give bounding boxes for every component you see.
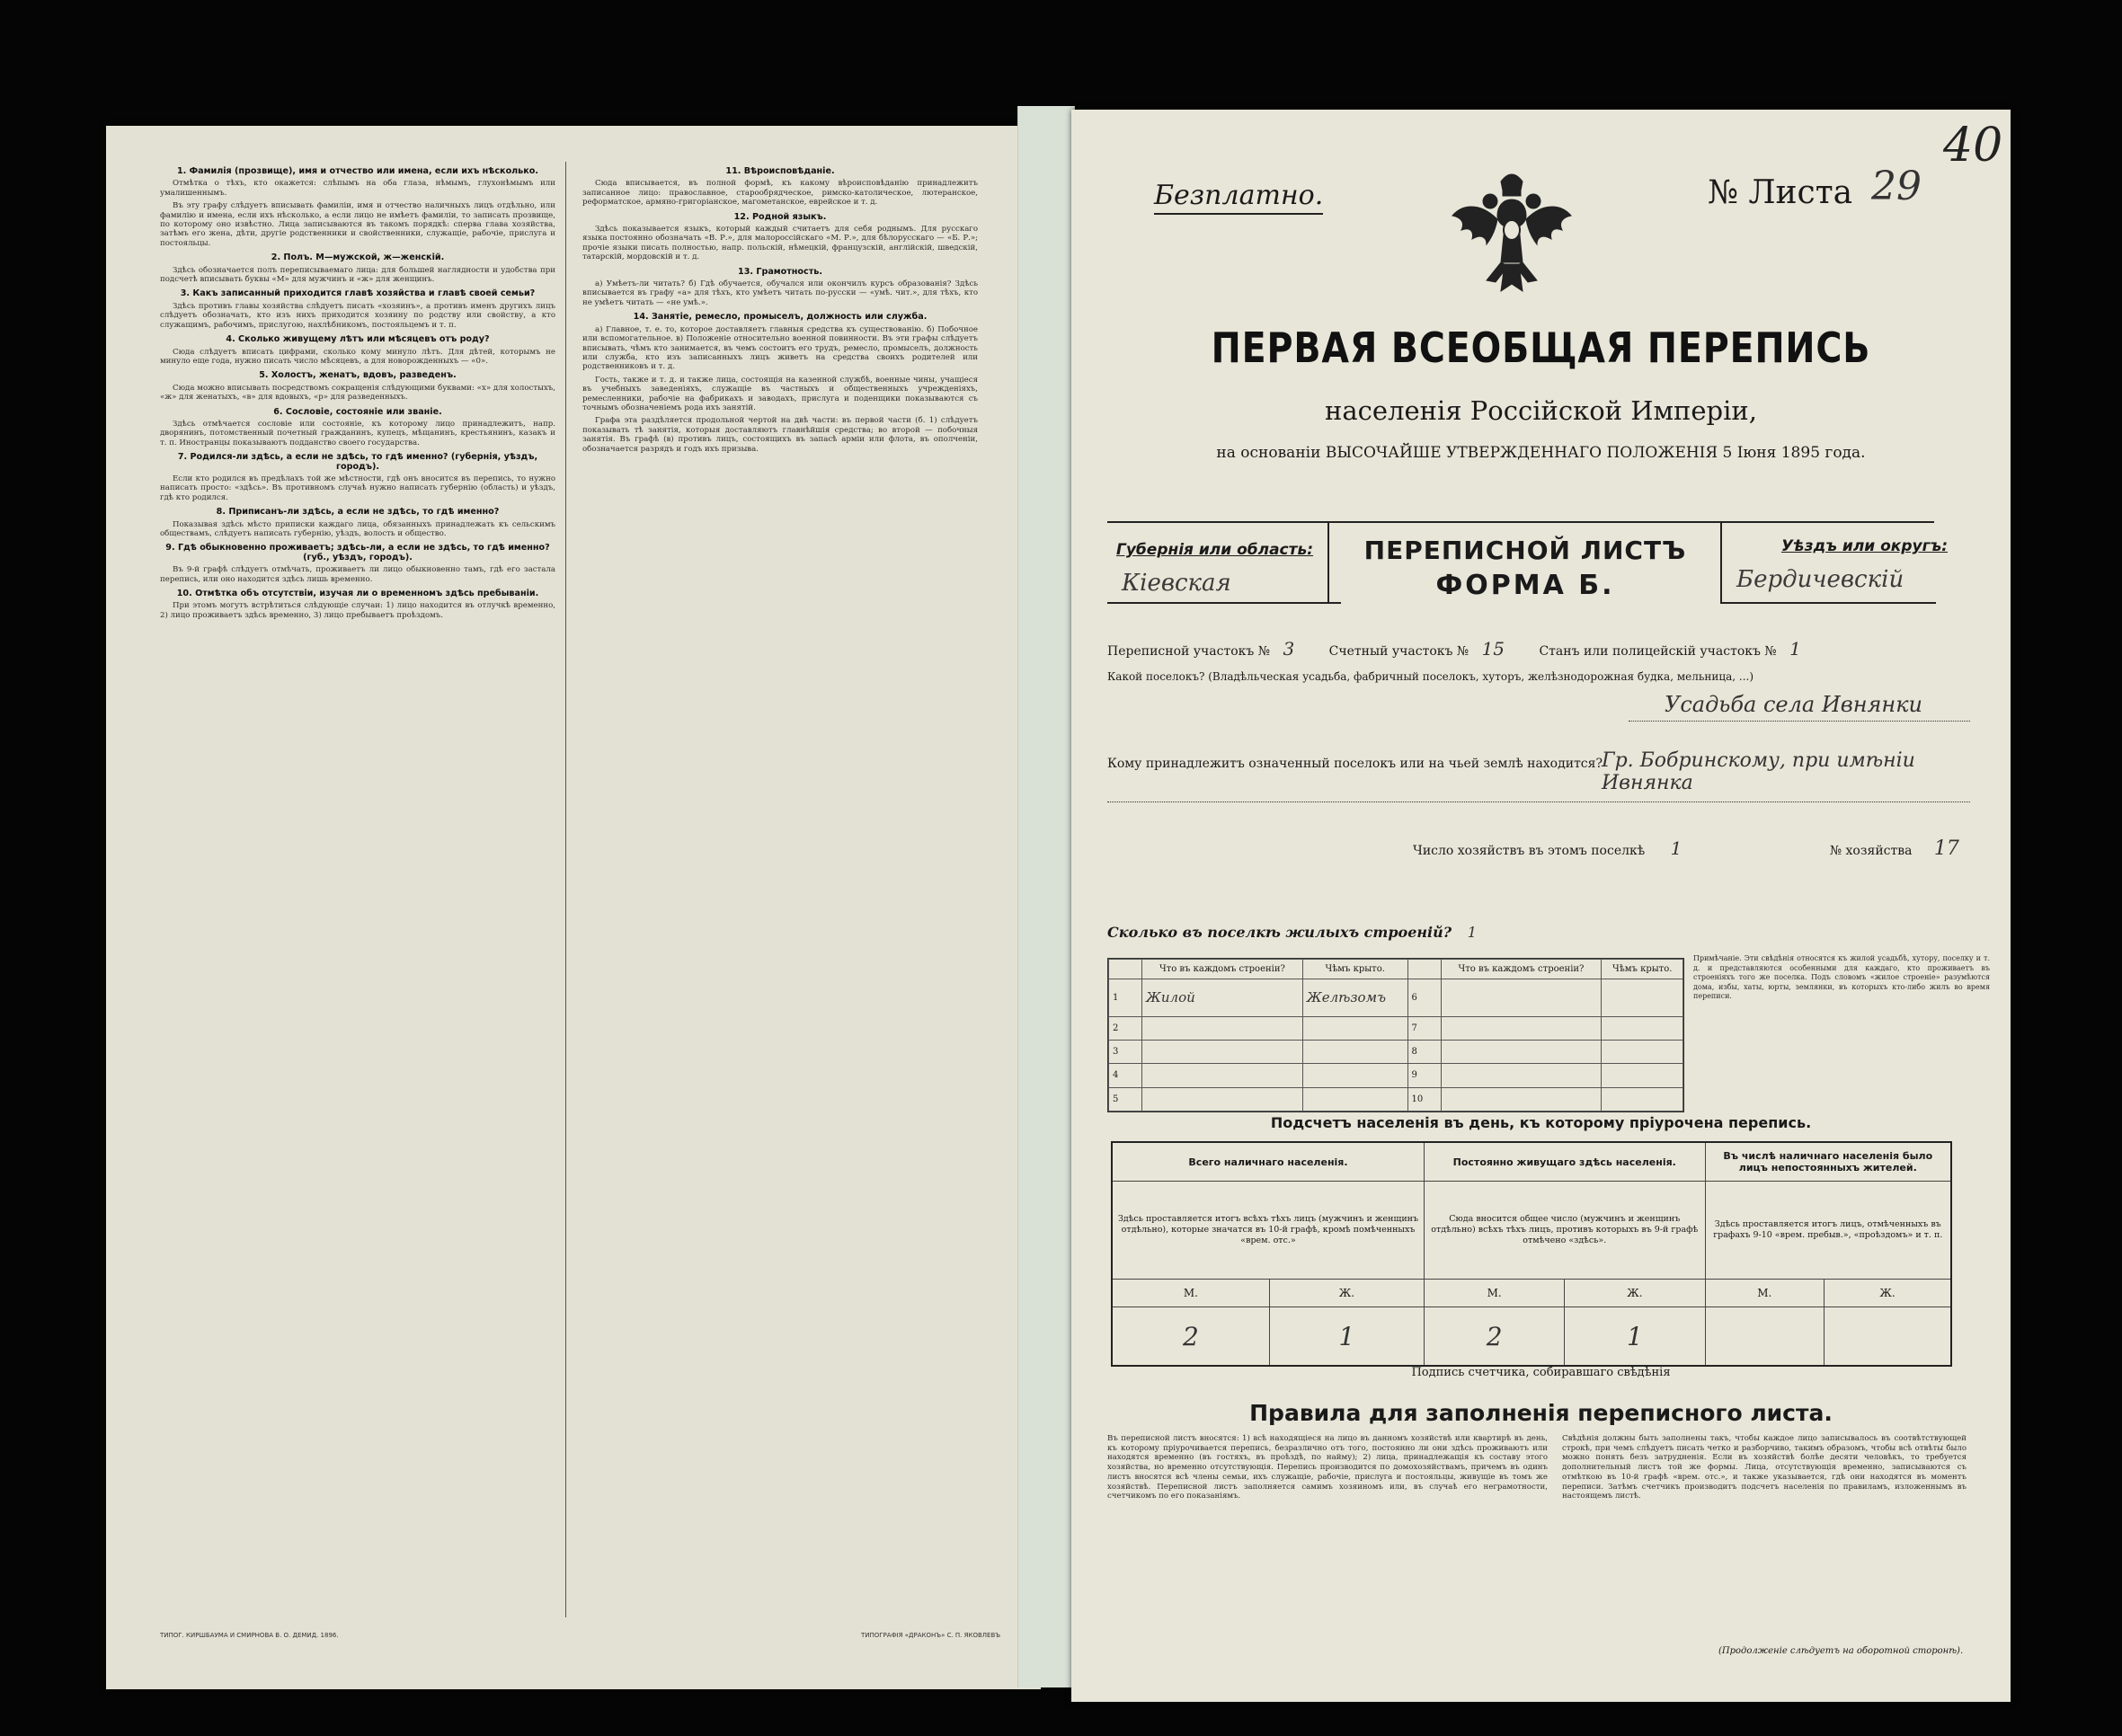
basis-suffix: 5 Іюня 1895 года. [1722,444,1866,462]
column-divider [565,162,566,1617]
instruction-text: Гость, также и т. д. и также лица, состоящія на казенной службѣ, военные чины, учащіеся въ учебныхъ заведеніяхъ, служащіе въ частныхъ и общественныхъ учрежденіяхъ, ремесленники, рабочіе на фабрикахъ и заводахъ, прислуга и поденщики показываются съ точнымъ обозначеніемъ рода ихъ занятій. [582,375,978,412]
count-temporary-female [1825,1307,1951,1367]
instructions-column-a [160,162,555,1617]
count-permanent-female: 1 [1565,1307,1705,1367]
instruction-heading: 10. Отмѣтка объ отсутствіи, изучая ли о временномъ здѣсь пребываніи. [176,589,539,599]
page-number: 40 [1943,119,2003,173]
instruction-heading: 6. Сословіе, состояніе или званіе. [273,406,442,417]
owner-value: Гр. Бобринскому, при имѣніи Ивнянка [1602,749,1915,794]
instruction-heading: 2. Полъ. М—мужской, ж—женскій. [271,252,445,263]
province-underline [1107,602,1341,604]
household-no-label: № хозяйства [1829,844,1913,858]
printer-footer-left: ТИПОГ. КИРШБАУМА И СМИРНОВА В. О. ДЕМИД. 1896. [160,1632,339,1639]
count-district-label: Счетный участокъ № [1328,644,1469,659]
enumerator-signature-line: Подпись счетчика, собиравшаго свѣдѣнія [1411,1366,1671,1379]
table-row: 4 9 [1109,1064,1683,1087]
count-desc-permanent: Сюда вносится общее число (мужчинъ и женщинъ отдѣльно) всѣхъ тѣхъ лицъ, противъ которыхъ въ 9-й графѣ отмѣчено «здѣсь». [1424,1182,1705,1280]
table-row: 3 8 [1109,1041,1683,1064]
table-row: 2 7 [1109,1016,1683,1040]
census-district-field [1107,638,1801,660]
instruction-heading: 3. Какъ записанный приходится главѣ хозяйства и главѣ своей семьи? [180,288,536,299]
main-title: ПЕРВАЯ ВСЕОБЩАЯ ПЕРЕПИСЬ [1211,323,1871,372]
instruction-heading: 4. Сколько живущему лѣтъ или мѣсяцевъ отъ роду? [226,334,490,345]
sheet-number-value: 29 [1871,164,1922,209]
instruction-text: Показывая здѣсь мѣсто приписки каждаго лица, обязанныхъ принадлежать къ сельскимъ обществамъ, слѣдуетъ написать губернію, уѣздъ, волость и общество. [160,519,555,538]
instruction-heading: 8. Приписанъ-ли здѣсь, а если не здѣсь, то гдѣ именно? [216,507,500,518]
dwellings-value: 1 [1467,924,1477,941]
instruction-text: Здѣсь противъ главы хозяйства слѣдуетъ писать «хозяинъ», а противъ именъ другихъ лицъ слѣдуетъ обозначать, кто изъ нихъ приходится хозяину по родству или свойству, а кто служащимъ, рабочимъ, прислугою, нахлѣбникомъ, постояльцемъ и т. п. [160,301,555,330]
dwellings-field [1107,924,1477,941]
instruction-text: Здѣсь отмѣчается сословіе или состояніе, къ которому лицо принадлежитъ, напр. дворянинъ, потомственный почетный гражданинъ, купецъ, мѣщанинъ, крестьянинъ, казакъ и т. п. Иностранцы показываютъ подданство своего государства. [160,419,555,447]
district-underline [1720,602,1936,604]
form-divider-right [1720,523,1722,604]
instruction-text: Сюда вписывается, въ полной формѣ, къ какому вѣроисповѣданію принадлежитъ записанное лицо: православное, старообрядческое, римско-католическое, лютеранское, реформатское, армяно-григоріанское, магометанское, еврейское и т. д. [582,179,978,208]
count-desc-total: Здѣсь проставляется итогъ всѣхъ тѣхъ лицъ (мужчинъ и женщинъ отдѣльно), которые значатся въ 10-й графѣ, кромѣ помѣченныхъ «врем. отс.» [1112,1182,1424,1280]
settlement-underline [1629,721,1970,722]
dwell-header-what-right: Что въ каждомъ строеніи? [1441,960,1602,979]
district-value: Бердичевскій [1736,566,1904,593]
district-label: Уѣздъ или округъ: [1781,537,1949,555]
count-total-male: 2 [1112,1307,1269,1367]
owner-label: Кому принадлежитъ означенный поселокъ или на чьей землѣ находится? [1107,757,1603,771]
instruction-text: Въ 9-й графѣ слѣдуетъ отмѣчать, проживаетъ ли лицо обыкновенно тамъ, гдѣ его застала перепись, или оно находится здѣсь лишь временно. [160,565,555,584]
table-row: 5 10 [1109,1087,1683,1111]
instruction-text: Здѣсь обозначается полъ переписываемаго лица: для большей наглядности и удобства при подсчетѣ вписывать буквы «М» для мужчинъ и «ж» для женщинъ. [160,265,555,285]
census-district-label: Переписной участокъ № [1107,644,1270,659]
instruction-heading: 9. Гдѣ обыкновенно проживаетъ; здѣсь-ли, а если не здѣсь, то гдѣ именно? (губ., уѣздъ, городъ). [165,543,550,562]
instruction-heading: 11. Вѣроисповѣданіе. [725,166,835,176]
basis-caps: ВЫСОЧАЙШЕ УТВЕРЖДЕННАГО ПОЛОЖЕНІЯ [1325,444,1718,462]
instruction-heading: 14. Занятіе, ремесло, промыселъ, должность или служба. [633,312,928,323]
instructions-column-b [582,162,978,1617]
stan-value: 1 [1789,638,1801,660]
instruction-heading: 13. Грамотность. [738,266,822,277]
subtitle: населенія Россійской Имперіи, [1325,395,1757,426]
instruction-text: а) Умѣетъ-ли читать? б) Гдѣ обучается, обучался или окончилъ курсъ образованія? Здѣсь вписывается въ графу «а» для тѣхъ, кто умѣетъ читать по-русски — «умѣ. чит.», для тѣхъ, кто не умѣетъ читать — «не умѣ.». [582,279,978,307]
instruction-text: При этомъ могутъ встрѣтиться слѣдующіе случаи: 1) лицо находится въ отлучкѣ временно, 2) лицо проживаетъ здѣсь временно, 3) лицо пребываетъ проѣздомъ. [160,601,555,620]
settlement-label: Какой поселокъ? (Владѣльческая усадьба, фабричный поселокъ, хуторъ, желѣзнодорожная будка, мельница, ...) [1107,670,1754,683]
dwellings-note: Примѣчаніе. Эти свѣдѣнія относятся къ жилой усадьбѣ, хутору, поселку и т. д. и представляются особенными для каждаго, кто проживаетъ въ строеніяхъ того же поселка. Подъ словомъ «жилое строеніе» разумѣются дома, избы, хаты, юрты, землянки, въ которыхъ кто-либо жилъ во время переписи. [1693,954,1990,1001]
rules-continued-note: (Продолженіе слѣдуетъ на оборотной сторонѣ). [1718,1646,1964,1656]
households-value: 1 [1670,837,1683,859]
dwellings-label: Сколько въ поселкѣ жилыхъ строеній? [1107,924,1452,941]
instruction-text: Графа эта раздѣляется продольной чертой на двѣ части: въ первой части (б. 1) слѣдуетъ показывать тѣ занятія, которыя доставляютъ главнѣйшія средства; во второй — побочныя занятія. Въ графѣ (в) противъ лицъ, состоящихъ въ запасѣ арміи или флота, въ ополченіи, обозначается разрядъ и годъ ихъ призыва. [582,416,978,454]
sheet-number-label: № Листа [1708,174,1853,211]
instruction-text: Отмѣтка о тѣхъ, кто окажется: слѣпымъ на оба глаза, нѣмымъ, глухонѣмымъ или умалишеннымъ. [160,179,555,198]
dwell-header-roof-right: Чѣмъ крыто. [1602,960,1683,979]
dwellings-table [1107,958,1684,1112]
printer-footer-right: ТИПОГРАФІЯ «ДРАКОНЪ» С. П. ЯКОВЛЕВЪ [861,1632,1001,1639]
rules-text-left: Въ переписной листъ вносятся: 1) всѣ находящіеся на лицо въ данномъ хозяйствѣ или квартирѣ въ день, къ которому пріурочивается перепись, безразлично отъ того, постоянно ли они здѣсь проживаютъ или находятся временно (въ гостяхъ, въ проѣздѣ, по найму); 2) лица, принадлежащія къ составу этого хозяйства, но временно отсутствующія. Перепись производится по домохозяйствамъ, причемъ въ одинъ листъ вносятся всѣ члены семьи, ихъ служащіе, рабочіе, прислуга и постояльцы, живущіе въ томъ же хозяйствѣ. Переписной листъ заполняется самимъ хозяиномъ или, въ случаѣ его неграмотности, счетчикомъ по его показаніямъ. [1107,1434,1548,1501]
instruction-text: Сюда слѣдуетъ вписать цифрами, сколько кому минуло лѣтъ. Для дѣтей, которымъ не минуло еще года, нужно писать число мѣсяцевъ, а для новорожденныхъ — «0». [160,347,555,366]
count-header-temporary: Въ числѣ наличнаго населенія было лицъ непостоянныхъ жителей. [1705,1142,1951,1182]
count-total-female: 1 [1269,1307,1424,1367]
dwell-header-roof-left: Чѣмъ крыто. [1302,960,1407,979]
instruction-text: Здѣсь показывается языкъ, который каждый считаетъ для себя роднымъ. Для русскаго языка постоянно обозначать «В. Р.», для малороссійскаго «М. Р.», для бѣлорусскаго — «Б. Р.»; прочіе языки писать полностью, напр. польскій, нѣмецкій, французскій, англійскій, шведскій, татарскій, мордовскій и т. д. [582,225,978,262]
instruction-heading: 12. Родной языкъ. [733,211,827,222]
province-value: Кіевская [1122,570,1231,597]
basis-line [1071,444,2011,462]
instruction-text: Если кто родился въ предѣлахъ той же мѣстности, гдѣ онъ вносится въ перепись, то нужно написать просто: «здѣсь». Въ противномъ случаѣ нужно написать губернію (область) и уѣздъ, гдѣ кто родился. [160,474,555,502]
rules-text-right: Свѣдѣнія должны быть заполнены такъ, чтобы каждое лицо записывалось въ соотвѣтствующей строкѣ, при чемъ слѣдуетъ писать четко и разборчиво, такимъ образомъ, чтобы всѣ отвѣты было можно понять безъ затрудненія. Если въ хозяйствѣ болѣе десяти человѣкъ, то требуется дополнительный листъ той же формы. Лица, отсутствующія временно, записываются съ отмѣткою въ 10-й графѣ «врем. отс.», и также указывается, гдѣ они находятся въ моментъ переписи. Затѣмъ счетчикъ производитъ подсчетъ населенія по правиламъ, изложеннымъ въ настоящемъ листѣ. [1562,1434,1967,1501]
population-count-title: Подсчетъ населенія въ день, къ которому пріурочена перепись. [1270,1114,1812,1131]
rules-title: Правила для заполненія переписного листа. [1249,1400,1833,1426]
imperial-eagle-emblem [1449,165,1575,300]
population-count-table: Всего наличнаго населенія. Постоянно живущаго здѣсь населенія. Въ числѣ наличнаго населенія было лицъ непостоянныхъ жителей. Здѣсь проставляется итогъ всѣхъ тѣхъ лицъ (мужчинъ и женщинъ отдѣльно), которые значатся въ 10-й графѣ, кромѣ помѣченныхъ «врем. отс.» Сюда вносится общее число (мужчинъ и женщинъ отдѣльно) всѣхъ тѣхъ лицъ, противъ которыхъ въ 9-й графѣ отмѣчено «здѣсь». Здѣсь проставляется итогъ лицъ, отмѣченныхъ въ графахъ 9-10 «врем. пребыв.», «проѣздомъ» и т. п. М. Ж. М. Ж. М. Ж. 2 1 2 1 [1111,1141,1952,1357]
form-divider-left [1327,523,1329,604]
table-row: 1 Жилой Желѣзомъ 6 [1109,979,1683,1017]
left-page [106,126,1041,1689]
instruction-heading: 1. Фамилія (прозвище), имя и отчество или именa, если ихъ нѣсколько. [177,166,538,176]
count-header-total: Всего наличнаго населенія. [1112,1142,1424,1182]
form-subtitle: ФОРМА Б. [1435,570,1615,601]
count-desc-temporary: Здѣсь проставляется итогъ лицъ, отмѣченныхъ въ графахъ 9-10 «врем. пребыв.», «проѣздомъ» и т. п. [1705,1182,1951,1280]
instruction-heading: 7. Родился-ли здѣсь, а если не здѣсь, то гдѣ именно? (губернія, уѣздъ, городъ). [177,452,538,472]
form-title: ПЕРЕПИСНОЙ ЛИСТЪ [1363,536,1687,565]
dwell-header-what-left: Что въ каждомъ строеніи? [1142,960,1303,979]
count-district-value: 15 [1481,638,1505,660]
count-permanent-male: 2 [1424,1307,1564,1367]
census-district-value: 3 [1283,638,1295,660]
count-header-permanent: Постоянно живущаго здѣсь населенія. [1424,1142,1705,1182]
right-page [1071,110,2011,1702]
instruction-text: а) Главное, т. е. то, которое доставляетъ главныя средства къ существованію. б) Побочное или вспомогательное. в) Положеніе относительно военной повинности. Въ эти графы слѣдуетъ вписывать, чѣмъ кто занимается, въ чемъ состоитъ его трудъ, ремесло, промыселъ, должность или служба, кто изъ записанныхъ лицъ живетъ на средства своихъ родителей или родственниковъ и т. д. [582,324,978,372]
households-label: Число хозяйствъ въ этомъ поселкѣ [1413,844,1646,858]
households-field [1413,837,1959,860]
count-temporary-male [1705,1307,1824,1367]
instruction-heading: 5. Холостъ, женатъ, вдовъ, разведенъ. [259,370,457,381]
basis-prefix: на основаніи [1216,444,1321,462]
settlement-value: Усадьба села Ивнянки [1665,692,1923,717]
page-fold [1017,106,1075,1687]
instruction-text: Сюда можно вписывать посредствомъ сокращенія слѣдующими буквами: «х» для холостыхъ, «ж» для женатыхъ, «в» для вдовыхъ, «р» для разведенныхъ. [160,383,555,403]
household-no-value: 17 [1933,837,1959,860]
free-label: Безплатно. [1154,180,1323,215]
instruction-text: Въ эту графу слѣдуетъ вписывать фамиліи, имя и отчество наличныхъ лицъ отдѣльно, или фамилію и имена, если ихъ нѣсколько, а если лицо не имѣетъ фамиліи, то записать прозвище, по которому оно извѣстно. Лица записываются въ такомъ порядкѣ: сперва глава хозяйства, затѣмъ его жена, дѣти, другіе родственники и свойственники, служащіе, рабочіе, прислуга и постояльцы. [160,201,555,248]
province-label: Губернія или область: [1116,541,1314,559]
stan-label: Станъ или полицейскій участокъ № [1539,644,1777,659]
